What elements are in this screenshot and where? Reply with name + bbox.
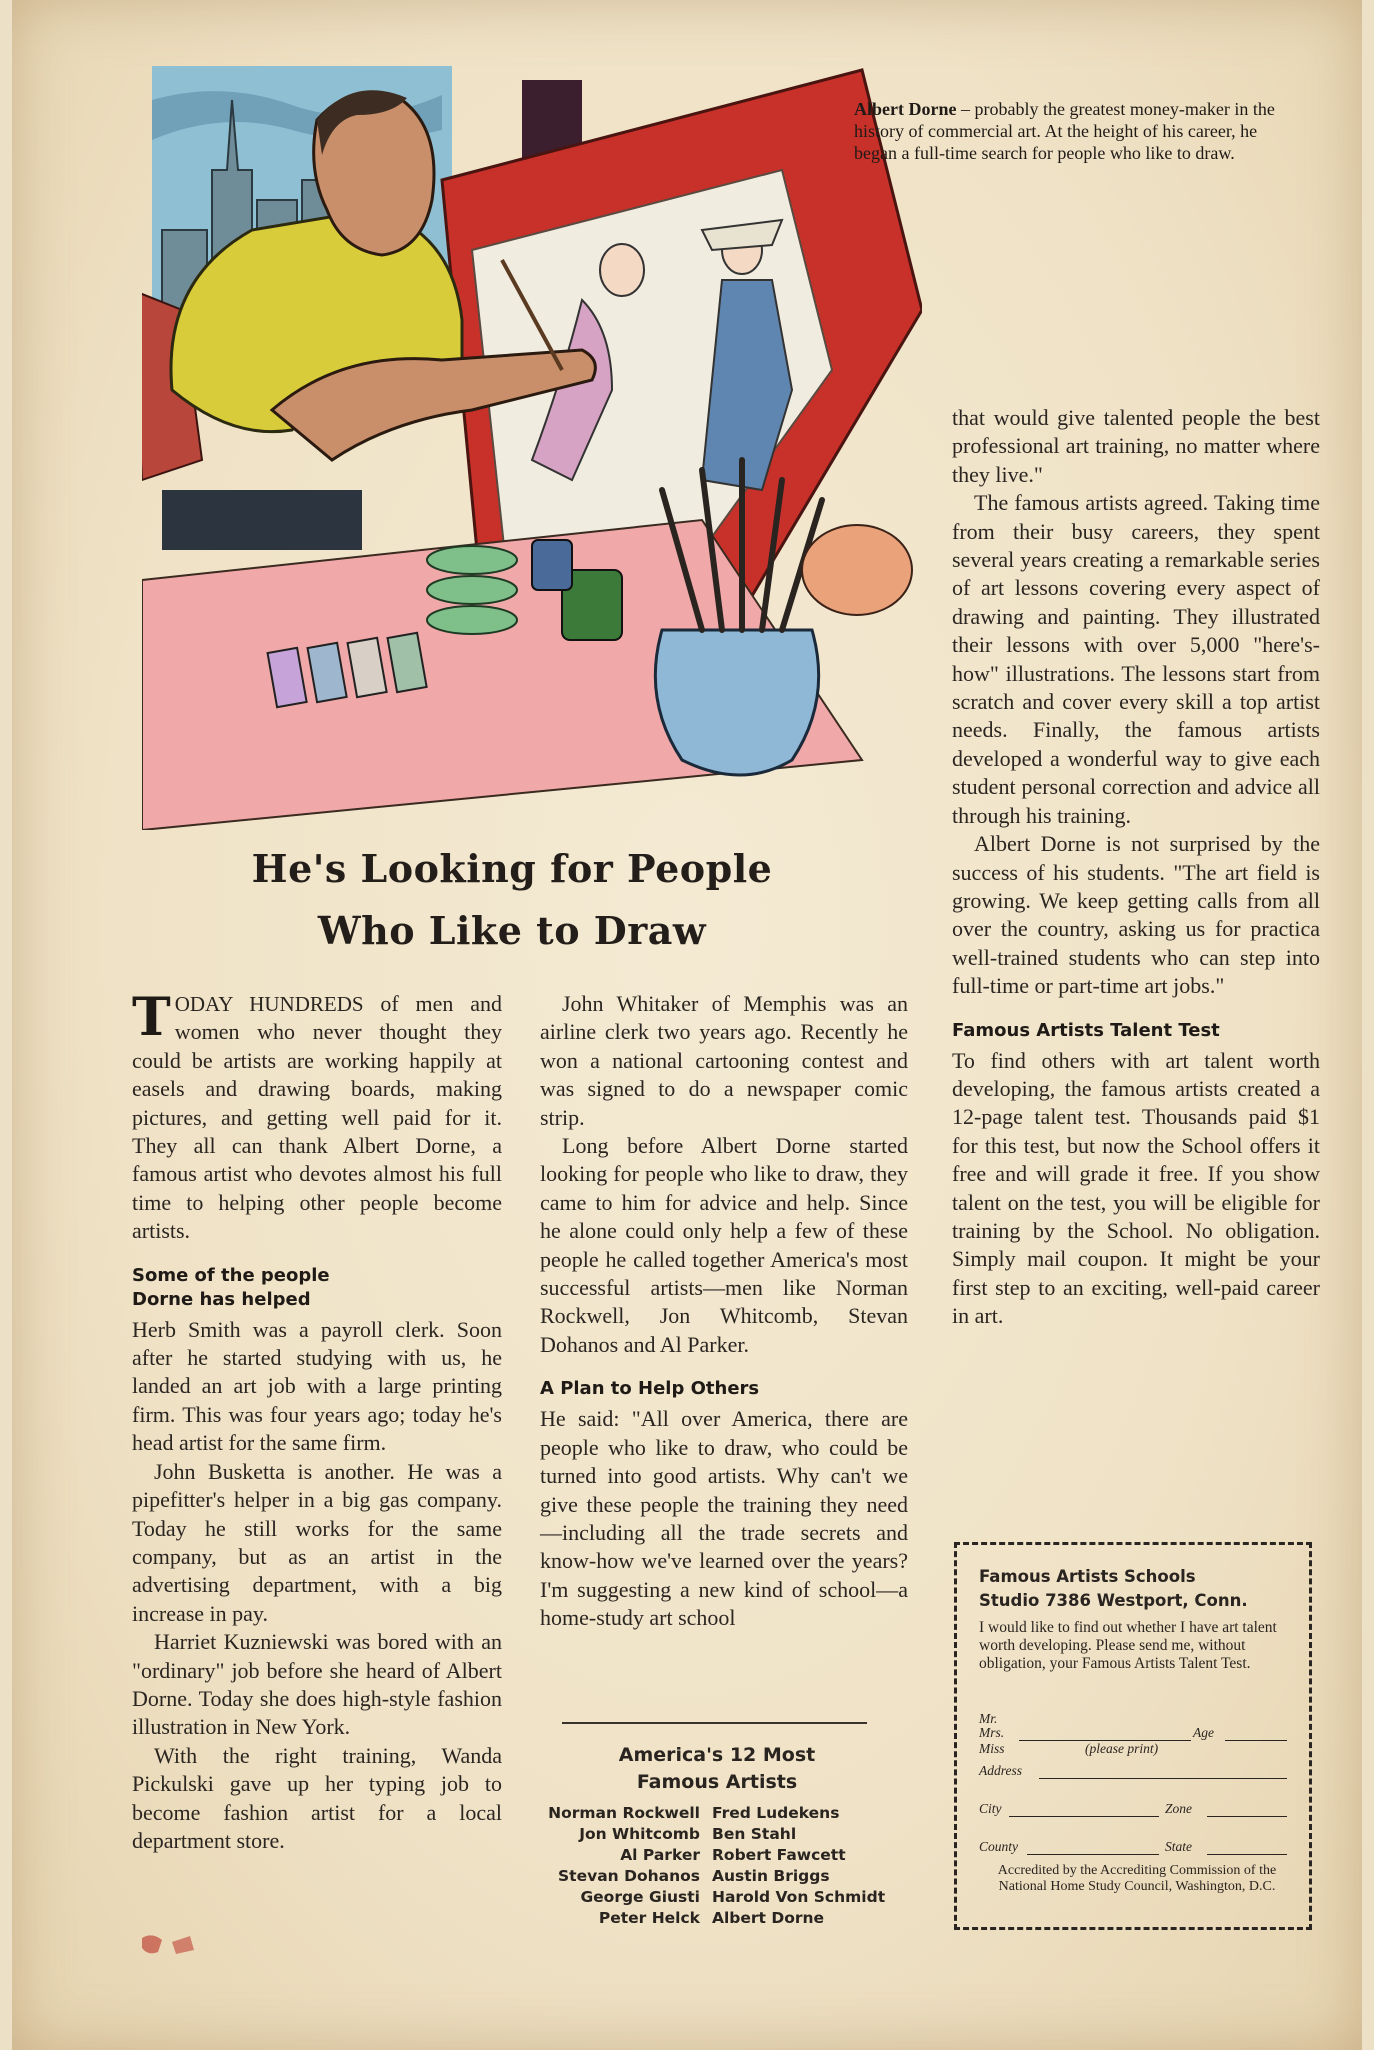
artist-row (522, 1887, 922, 1908)
field-label-address: Address (979, 1763, 1022, 1778)
subhead-line-1: Some of the people (132, 1264, 330, 1286)
mail-coupon[interactable] (954, 1542, 1312, 1930)
field-label-miss: Miss (979, 1741, 1005, 1756)
artist-name: Albert Dorne (712, 1909, 825, 1927)
lead-caps: ODAY HUNDREDS (174, 992, 364, 1016)
column-2 (540, 990, 908, 1633)
artist-name: Ben Stahl (712, 1825, 797, 1843)
drop-cap: T (132, 987, 171, 1048)
field-label-zone: Zone (1165, 1801, 1192, 1816)
headline-line-1: He's Looking for People (251, 846, 773, 891)
column-1 (132, 987, 503, 1855)
subhead-plan: A Plan to Help Others (540, 1378, 760, 1400)
please-print-note: (please print) (1085, 1741, 1159, 1756)
paragraph-dorne-history: Long before Albert Dorne started looking for people who like to draw, they came to him for advice and help. Since he alone could only help a few of these people he called together America's most successful artists—men like Norman Rockwell, Jon Whitcomb, Stevan Dohanos and Al Parker. (540, 1133, 908, 1357)
artist-row (522, 1803, 922, 1824)
intro-paragraph (132, 987, 503, 1246)
accreditation-note: Accredited by the Accrediting Commission of the National Home Study Council, Washington, D.C. (997, 1863, 1277, 1894)
county-input-line[interactable] (1027, 1854, 1159, 1855)
artist-name: Fred Ludekens (712, 1804, 840, 1822)
field-label-mr: Mr. (979, 1711, 998, 1726)
artist-row (522, 1866, 922, 1887)
column-3 (952, 404, 1320, 1331)
caption-name: Albert Dorne (854, 99, 957, 119)
headline (152, 838, 872, 962)
paragraph-wanda-pickulski: With the right training, Wanda Pickulski gave up her typing job to become fashion artist for a local department store. (132, 1742, 502, 1853)
photo-caption (854, 98, 1284, 164)
coupon-request-text: I would like to find out whether I have art talent worth developing. Please send me, without obligation, your Famous Artists Talent Test. (979, 1619, 1277, 1672)
artist-name: Robert Fawcett (712, 1846, 846, 1864)
city-input-line[interactable] (1009, 1816, 1159, 1817)
artist-row (522, 1908, 922, 1929)
coupon-studio-address: Studio 7386 Westport, Conn. (979, 1591, 1248, 1610)
intro-rest: of men and women who never thought they could be artists are working happily at easels and drawing boards, making pictures, and getting well paid for it. They all can thank Albert Dorne, a famous artist who devotes almost his full time to helping other people become artists. (132, 991, 503, 1244)
artist-name: Harold Von Schmidt (712, 1888, 886, 1906)
paragraph-john-busketta: John Busketta is another. He was a pipefitter's helper in a big gas company. Today he still works for the same company, but as an artist in the advertising department, with a big increase in pay. (132, 1458, 502, 1626)
paragraph-herb-smith: Herb Smith was a payroll clerk. Soon after he started studying with us, he landed an art job with a large printing firm. This was four years ago; today he's head artist for the same firm. (132, 1316, 502, 1456)
field-label-mrs: Mrs. (979, 1725, 1005, 1740)
artist-name: Al Parker (620, 1846, 700, 1864)
paragraph-plan-quote: He said: "All over America, there are people who like to draw, who could be turned into good artists. Why can't we give these people the training they need—including all the trade secrets and know-how we've learned over the years? I'm suggesting a new kind of school—a home-study art school (540, 1406, 908, 1631)
artist-name: Stevan Dohanos (558, 1867, 700, 1885)
ad-page (12, 0, 1362, 2050)
paragraph-john-whitaker: John Whitaker of Memphis was an airline clerk two years ago. Recently he won a national cartooning contest and was signed to do a newspaper comic strip. (540, 991, 908, 1130)
field-label-state: State (1165, 1839, 1192, 1854)
tape-rolls (427, 546, 517, 634)
artist-name: Jon Whitcomb (579, 1825, 700, 1843)
paragraph-harriet-kuzniewski: Harriet Kuzniewski was bored with an "ordinary" job before she heard of Albert Dorne. Today she does high-style fashion illustration in New York. (132, 1629, 502, 1740)
brush-jar (655, 630, 818, 775)
paragraph-continued: that would give talented people the best professional art training, no matter where they live." (952, 405, 1320, 487)
age-input-line[interactable] (1225, 1740, 1287, 1741)
field-label-county: County (979, 1839, 1018, 1854)
artist-name: Austin Briggs (712, 1867, 830, 1885)
subhead-line-2: Dorne has helped (132, 1288, 311, 1310)
artist-name: George Giusti (580, 1888, 700, 1906)
artist-name: Norman Rockwell (548, 1804, 700, 1822)
caption-text: – probably the greatest money-maker in the history of commercial art. At the height of his career, he began a full-time search for people who like to draw. (854, 99, 1275, 163)
zone-input-line[interactable] (1207, 1816, 1287, 1817)
artists-title-line-1: America's 12 Most (618, 1744, 816, 1766)
artist-row (522, 1824, 922, 1845)
paragraph-artists-agreed: The famous artists agreed. Taking time from their busy careers, they spent several years creating a remarkable series of art lessons covering every aspect of drawing and painting. They illustrated their lessons with over 5,000 "here's-how" illustrations. The lessons start from scratch and cover every skill a top artist needs. Finally, the famous artists developed a wonderful way to give each student personal correction and advice all through his training. (952, 490, 1320, 828)
artist-row (522, 1845, 922, 1866)
artists-title-line-2: Famous Artists (636, 1771, 798, 1793)
subhead-people-helped (132, 1264, 502, 1312)
artist-illustration (142, 60, 922, 830)
field-label-city: City (979, 1801, 1002, 1816)
artists-list-title (552, 1742, 882, 1796)
subhead-talent-test: Famous Artists Talent Test (952, 1019, 1220, 1041)
field-label-age: Age (1193, 1725, 1214, 1740)
paragraph-dorne-not-surprised: Albert Dorne is not surprised by the success of his students. "The art field is growing. We keep getting calls from all over the country, asking us for practica well-trained students who can step into full-time or part-time art jobs." (952, 831, 1320, 999)
artist-name: Peter Helck (598, 1909, 700, 1927)
headline-line-2: Who Like to Draw (317, 908, 707, 953)
artists-list (522, 1803, 922, 1929)
divider-rule (562, 1722, 867, 1724)
coupon-school-name: Famous Artists Schools (979, 1567, 1196, 1586)
paragraph-talent-test: To find others with art talent worth developing, the famous artists created a 12-page talent test. Thousands paid $1 for this test, but now the School offers it free and will grade it free. If you show talent on the test, you will be eligible for training by the School. No obligation. Simply mail coupon. It might be your first step to an exciting, well-paid career in art. (952, 1047, 1320, 1329)
state-input-line[interactable] (1207, 1854, 1287, 1855)
torn-corner-mark (132, 1930, 252, 1970)
coupon-address (979, 1565, 1299, 1613)
address-input-line[interactable] (1039, 1778, 1287, 1779)
